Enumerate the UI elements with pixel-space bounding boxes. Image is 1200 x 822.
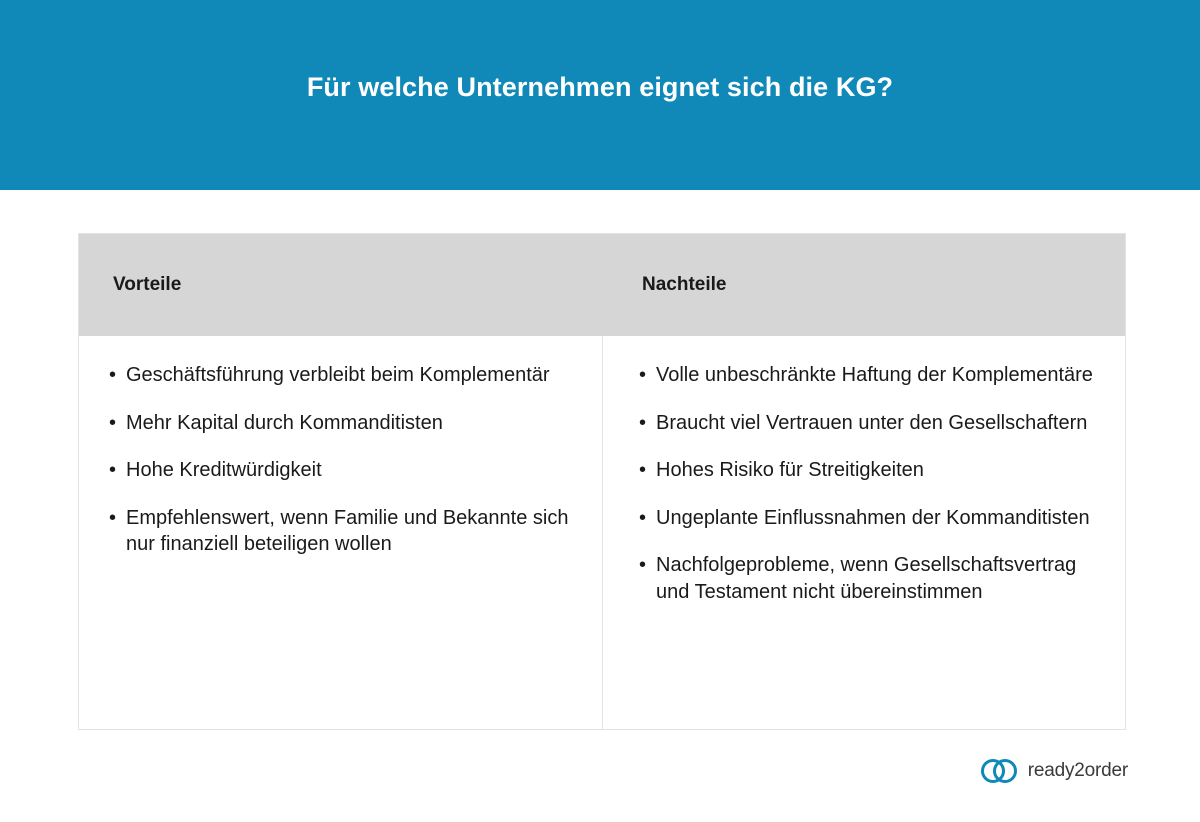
list-item: • Braucht viel Vertrauen unter den Gesellschaftern: [639, 410, 1097, 437]
interlocking-circles-logo-icon: [979, 758, 1019, 784]
column-header-advantages: Vorteile: [113, 274, 182, 295]
list-item: • Mehr Kapital durch Kommanditisten: [109, 410, 574, 437]
brand-name: ready2order: [1027, 760, 1128, 781]
list-item: • Hohe Kreditwürdigkeit: [109, 457, 574, 484]
page-title: Für welche Unternehmen eignet sich die KG?: [306, 72, 894, 102]
table-header-row: [79, 234, 1125, 336]
list-item: • Ungeplante Einflussnahmen der Kommanditisten: [639, 505, 1097, 532]
list-item: • Volle unbeschränkte Haftung der Komplementäre: [639, 362, 1097, 389]
header-band: [0, 0, 1200, 190]
list-item: • Nachfolgeprobleme, wenn Gesellschaftsvertrag und Testament nicht übereinstimmen: [639, 552, 1097, 605]
disadvantages-cell: [602, 336, 1125, 729]
brand-logo: [979, 758, 1128, 784]
disadvantages-list: [639, 362, 1097, 606]
advantages-cell: [79, 336, 602, 729]
list-item: • Geschäftsführung verbleibt beim Komplementär: [109, 362, 574, 389]
column-header-disadvantages: Nachteile: [642, 274, 727, 295]
advantages-list: [109, 362, 574, 558]
comparison-table: [78, 233, 1126, 730]
list-item: • Empfehlenswert, wenn Familie und Bekannte sich nur finanziell beteiligen wollen: [109, 505, 574, 558]
table-body-row: [79, 336, 1125, 729]
list-item: • Hohes Risiko für Streitigkeiten: [639, 457, 1097, 484]
